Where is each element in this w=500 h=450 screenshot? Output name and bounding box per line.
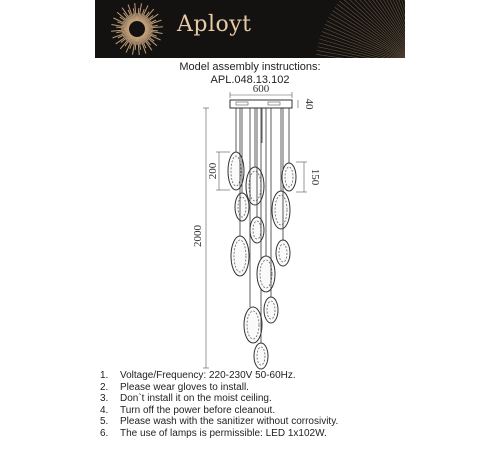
ceiling-plate xyxy=(230,100,292,108)
shade-small-dim-label: 150 xyxy=(309,168,321,186)
note-item: 2. Please wear gloves to install. xyxy=(100,381,249,393)
note-item: 1. Voltage/Frequency: 220-230V 50-60Hz. xyxy=(100,370,296,381)
model-number: APL.048.13.102 xyxy=(210,74,290,86)
instruction-notes xyxy=(100,370,338,439)
width-dim-label: 600 xyxy=(252,83,270,95)
note-item: 6. The use of lamps is permissible: LED 1x102W. xyxy=(100,427,327,439)
pendant xyxy=(282,108,296,191)
plate-dim-label: 40 xyxy=(303,98,315,110)
brand-name: Aployt xyxy=(177,12,252,37)
note-item: 5. Please wash with the sanitizer without corrosivity. xyxy=(100,416,339,427)
page-title: Model assembly instructions: xyxy=(179,61,321,73)
shade-dim-label: 200 xyxy=(207,162,219,180)
note-item: 3. Don`t install it on the moist ceiling. xyxy=(100,393,272,404)
total-dim-label: 2000 xyxy=(192,225,204,247)
note-item: 4. Turn off the power before cleanout. xyxy=(100,404,276,416)
